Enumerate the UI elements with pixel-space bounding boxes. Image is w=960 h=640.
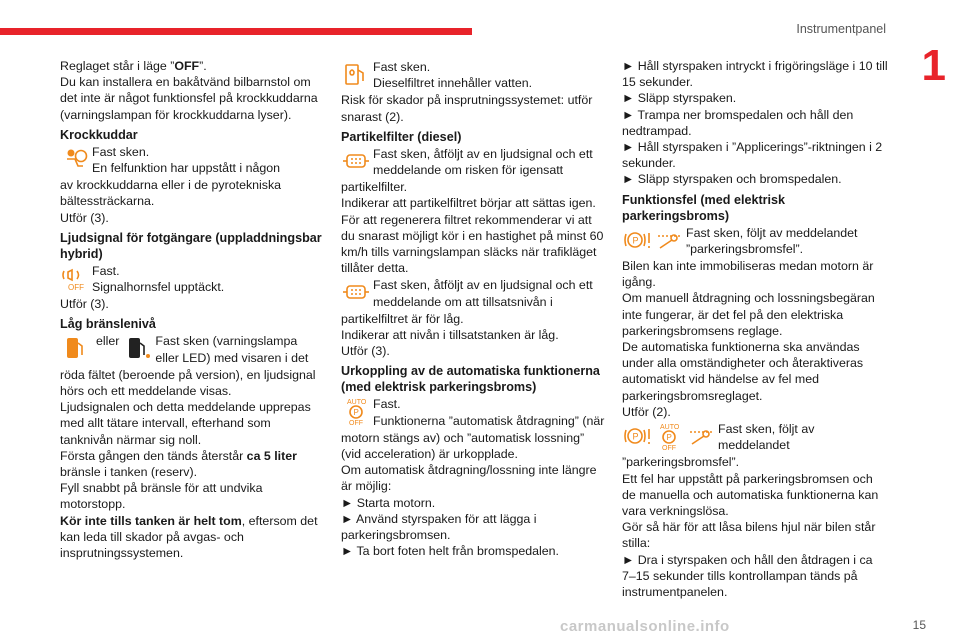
fuel-pump-led-icon bbox=[123, 333, 153, 363]
svg-text:AUTO: AUTO bbox=[660, 424, 680, 432]
svg-text:AUTO: AUTO bbox=[347, 399, 367, 407]
heading-airbag: Krockkuddar bbox=[60, 127, 138, 142]
header-accent-bar bbox=[0, 28, 472, 35]
fuel-warning-row: eller Fast sken (varningslampa eller LED) med visaren i det bbox=[60, 333, 322, 365]
epb-fault-row-2: P AUTO P OFF Fast sken, följt av meddelandet bbox=[622, 421, 888, 453]
auto-parking-brake-off-icon bbox=[341, 396, 371, 426]
heading-pedestrian: Ljudsignal för fotgängare (uppladdningsbar hybrid) bbox=[60, 230, 322, 261]
heading-epb-fault: Funktionsfel (med elektrisk parkeringsbroms) bbox=[622, 192, 786, 223]
column-2: Fast sken. Dieselfiltret innehåller vatten. Risk för skador på insprutningssystemet: utför snarast (2). Partikelfilter (diesel) Fast sken, åtföljt av en ljudsignal och ett meddelande om risken för igensatt partikelfilter. Indikerar att partikelfiltret börjar att sättas igen. För att regenerera filtret rekommenderar vi att du snarast möjligt kör i en hastighet på minst 60 km/h tills varningslampan släcks när trafikläget tillåter detta. Fast sken, åtföljt av en ljudsignal och ett meddelande om att tillsatsnivån i partikelfiltret är för låg. Indikerar att nivån i tillsatstanken är låg. Utför (3). Urkoppling av de automatiska funktionerna (med elektrisk parkeringsbroms) AUTO P OFF Fast. Funktionerna ”automatisk åtdragning” (när motorn stängs av) och ”automatisk lossning” (vid acceleration) är urkopplade. Om automatisk åtdragning/lossning inte längre är möjlig: ► Starta motorn. ► Använd styrspaken för att lägga i parkeringsbromsen. ► Ta bort foten helt från bromspedalen. bbox=[341, 58, 607, 559]
column-1: Reglaget står i läge ”OFF”. Du kan installera en bakåtvänd bilbarnstol om det inte är något funktionsfel på krockkuddarna (varningslampan för krockkuddarna lyser). Krockkuddar Fast sken. En felfunktion har uppstått i någon av krockkuddarna eller i de pyrotekniska bältessträckarna. Utför (3). Ljudsignal för fotgängare (uppladdningsbar hybrid) OFF Fast. Signalhornsfel upptäckt. Utför (3). Låg bränslenivå eller Fast sken (varningslampa eller LED) med visaren i det röda fältet (beroende på version), en ljudsignal hörs och ett meddelande visas. Ljudsignalen och detta meddelande upprepas med allt tätare intervall, efterhand som tanknivån närmar sig noll. Första gången den tänds återstår ca 5 liter bränsle i tanken (reserv). Fyll snabbt på bränsle för att undvika motorstopp. Kör inte tills tanken är helt tom, eftersom det kan leda till skador på avgas- och insprutningssystemen. bbox=[60, 59, 322, 561]
airbag-icon bbox=[60, 144, 90, 174]
chapter-number: 1 bbox=[921, 41, 946, 90]
paragraph: Du kan installera en bakåtvänd bilbarnstol om det inte är något funktionsfel på krockkuddarna (varningslampan för krockkuddarna lyser). bbox=[60, 75, 318, 122]
dpf-warning-row-2: Fast sken, åtföljt av en ljudsignal och ett meddelande om att tillsatsnivån i bbox=[341, 277, 607, 309]
parking-brake-fault-icon bbox=[622, 421, 652, 451]
watermark: carmanualsonline.info bbox=[560, 618, 730, 635]
svg-text:P: P bbox=[632, 431, 639, 442]
pedestrian-sound-off-icon bbox=[60, 263, 90, 293]
wrench-icon bbox=[654, 225, 684, 255]
heading-auto-functions: Urkoppling av de automatiska funktionerna (med elektrisk parkeringsbroms) bbox=[341, 364, 600, 395]
wrench-icon bbox=[686, 421, 716, 451]
paragraph: Reglaget står i läge ”OFF”. bbox=[60, 59, 207, 73]
epb-fault-row-1: P Fast sken, följt av meddelandet ”parkeringsbromsfel”. bbox=[622, 225, 888, 257]
svg-text:OFF: OFF bbox=[662, 445, 676, 452]
svg-text:P: P bbox=[353, 408, 359, 418]
dpf-warning-row-1: Fast sken, åtföljt av en ljudsignal och ett meddelande om risken för igensatt bbox=[341, 146, 607, 178]
water-in-diesel-icon bbox=[341, 59, 371, 89]
svg-text:P: P bbox=[666, 433, 672, 443]
svg-text:OFF: OFF bbox=[349, 420, 363, 427]
parking-brake-fault-icon bbox=[622, 225, 652, 255]
svg-text:P: P bbox=[632, 235, 639, 246]
particle-filter-icon bbox=[341, 146, 371, 176]
pedestrian-warning-row: OFF Fast. Signalhornsfel upptäckt. bbox=[60, 263, 322, 295]
svg-text:OFF: OFF bbox=[68, 282, 84, 292]
section-title: Instrumentpanel bbox=[796, 22, 886, 36]
particle-filter-icon bbox=[341, 277, 371, 307]
page-number: 15 bbox=[912, 618, 926, 632]
column-3: ► Håll styrspaken intryckt i frigöringsläge i 10 till 15 sekunder. ► Släpp styrspaken. ► Trampa ner bromspedalen och håll den nedtrampad. ► Håll styrspaken i ”Applicerings”-riktningen i 2 sekunder. ► Släpp styrspaken och bromspedalen. Funktionsfel (med elektrisk parkeringsbroms) P Fast sken, följt av meddelandet ”parkeringsbromsfel”. Bilen kan inte immobiliseras medan motorn är igång. Om manuell åtdragning och lossningsbegäran inte fungerar, är det fel på den elektriska parkeringsbromsens reglage. De automatiska funktionerna ska användas under alla omständigheter och återaktiveras automatiskt vid händelse av fel med parkeringsbromsreglaget. Utför (2). P AUTO P OFF Fast sken, följt av meddelandet ”parkeringsbromsfel”. Ett fel har uppstått på parkeringsbromsen och de manuella och automatiska funktionerna kan vara verkningslösa. Gör så här för att låsa bilens hjul när bilen står stilla: ► Dra i styrspaken och håll den åtdragen i ca 7–15 sekunder tills kontrollampan tänds på instrumentpanelen. bbox=[622, 59, 888, 600]
water-in-diesel-row: Fast sken. Dieselfiltret innehåller vatten. bbox=[341, 59, 607, 91]
heading-dpf: Partikelfilter (diesel) bbox=[341, 129, 462, 144]
fuel-pump-icon bbox=[60, 333, 90, 363]
auto-parking-brake-off-icon bbox=[654, 421, 684, 451]
auto-off-row: AUTO P OFF Fast. Funktionerna ”automatisk åtdragning” (när bbox=[341, 396, 607, 428]
airbag-warning-row: Fast sken. En felfunktion har uppstått i någon bbox=[60, 144, 322, 176]
heading-fuel: Låg bränslenivå bbox=[60, 317, 156, 332]
